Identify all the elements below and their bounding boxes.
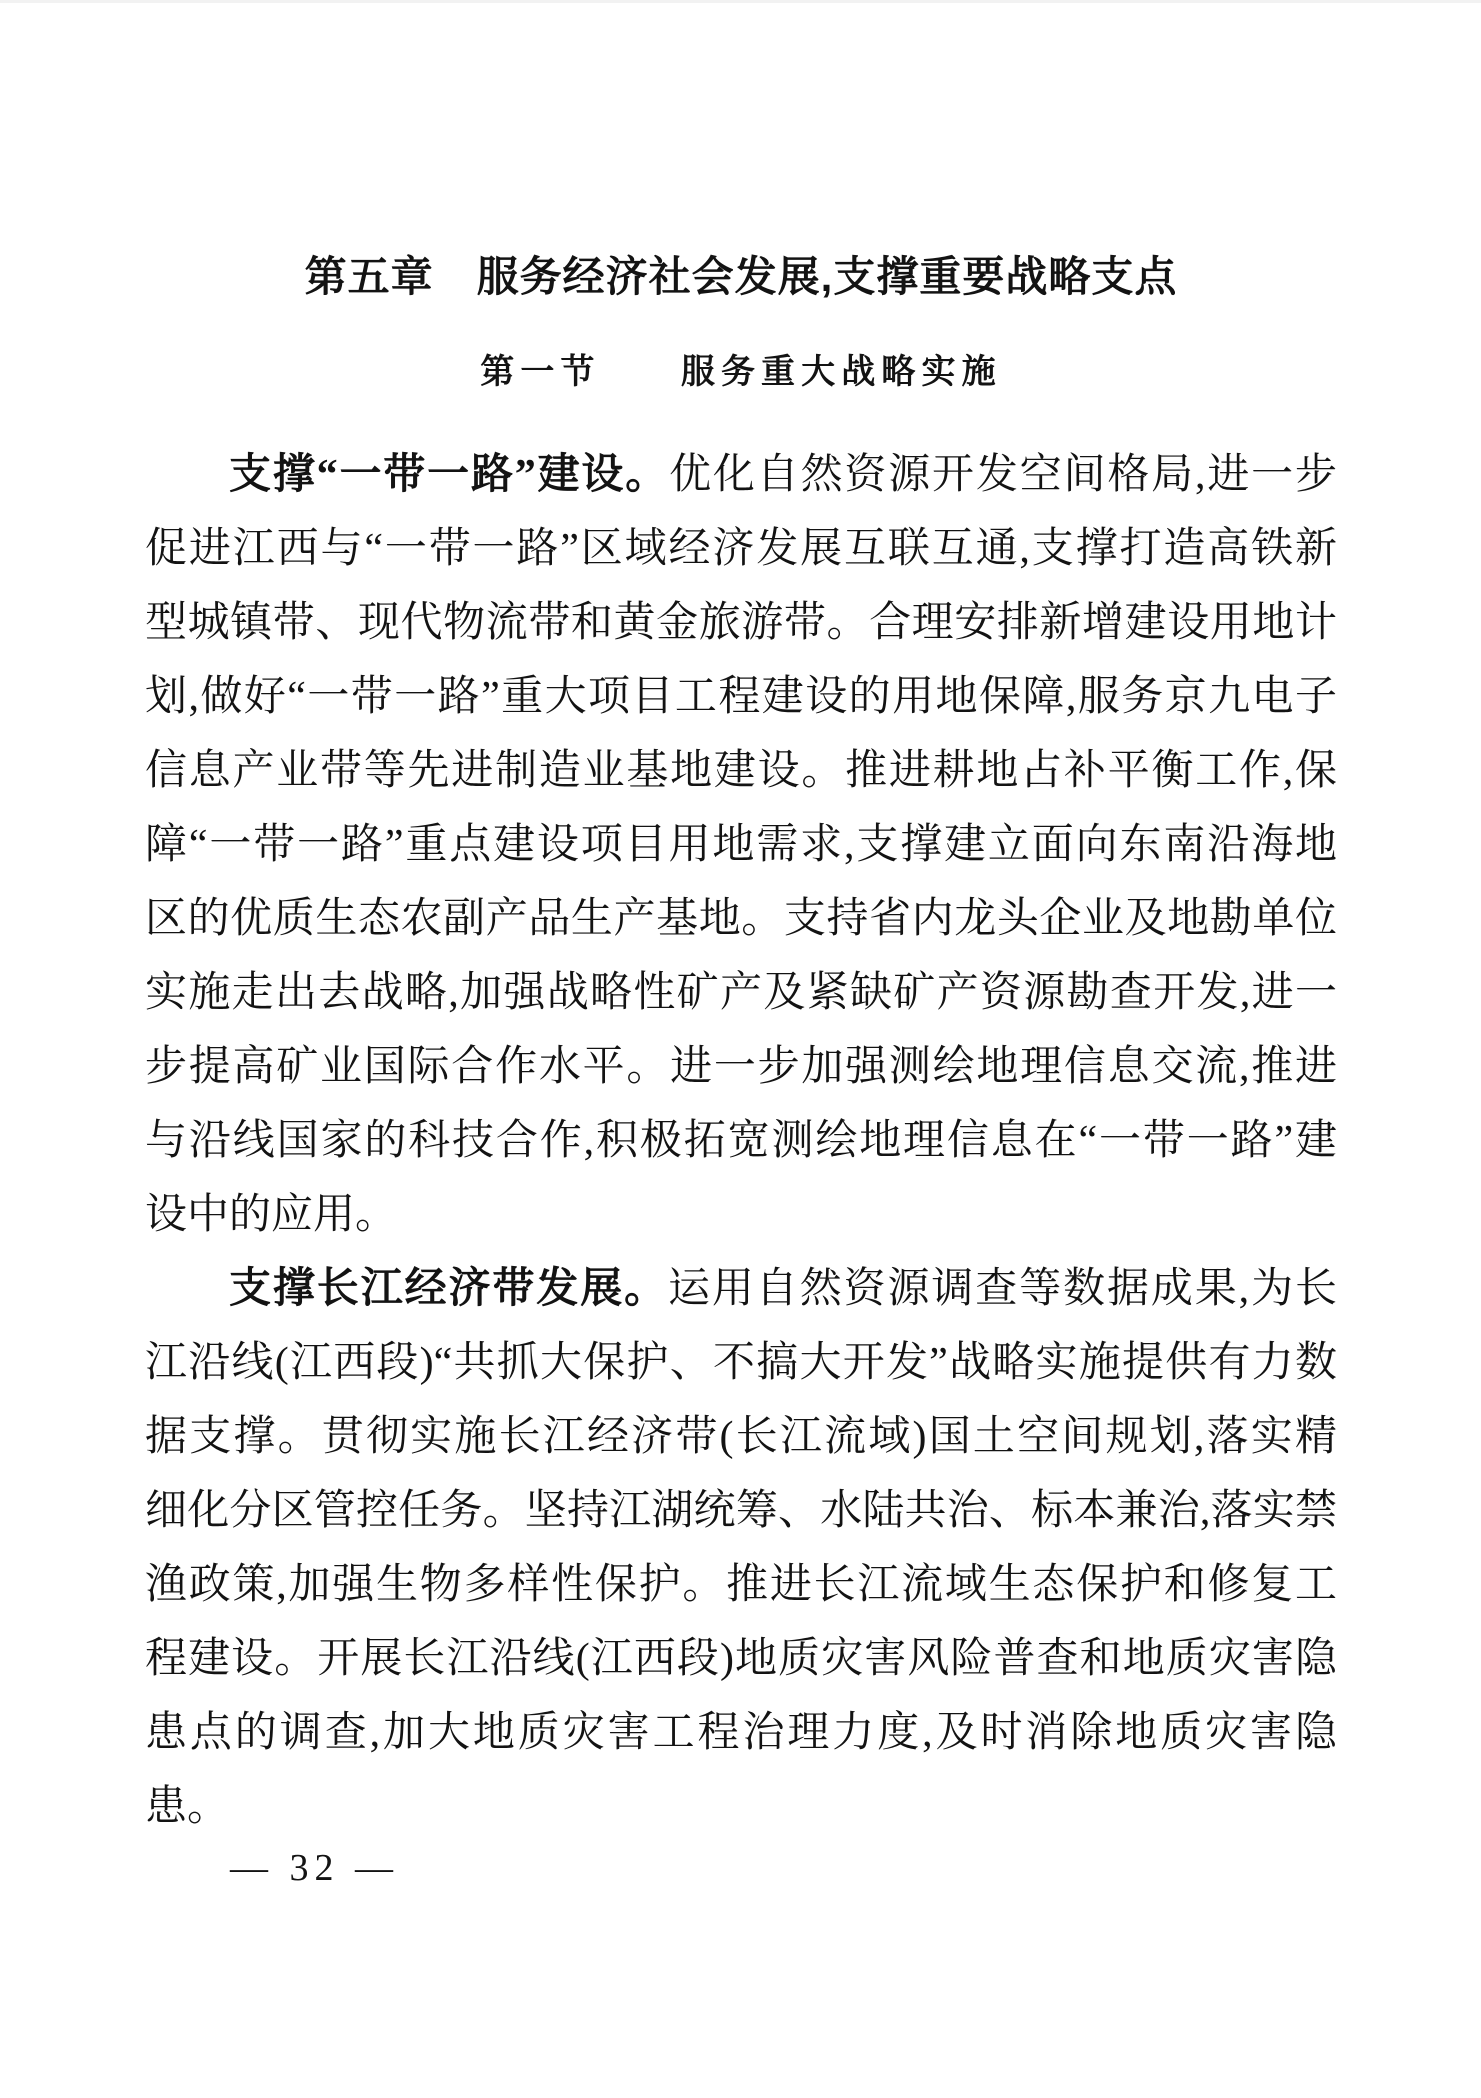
page-number: — 32 — <box>230 1847 399 1889</box>
paragraph-text: 患点的调查,加大地质灾害工程治理力度,及时消除地质灾害隐 <box>145 1710 1337 1756</box>
body-text <box>145 438 1337 1844</box>
body-line <box>145 512 1337 586</box>
paragraph-text: 江沿线(江西段)“共抓大保护、不搞大开发”战略实施提供有力数 <box>145 1340 1337 1386</box>
paragraph-text: 据支撑。贯彻实施长江经济带(长江流域)国土空间规划,落实精 <box>145 1414 1337 1460</box>
body-line <box>145 1400 1337 1474</box>
body-line <box>145 1696 1337 1770</box>
paragraph-text: 障“一带一路”重点建设项目用地需求,支撑建立面向东南沿海地 <box>145 822 1337 868</box>
body-line <box>145 1326 1337 1400</box>
paragraph-lead-2: 支撑长江经济带发展。 <box>229 1266 668 1312</box>
paragraph-text: 细化分区管控任务。坚持江湖统筹、水陆共治、标本兼治,落实禁 <box>145 1488 1337 1534</box>
paragraph-text: 实施走出去战略,加强战略性矿产及紧缺矿产资源勘查开发,进一 <box>145 970 1337 1016</box>
body-line <box>145 1104 1337 1178</box>
body-line <box>145 1030 1337 1104</box>
paragraph-lead-1: 支撑“一带一路”建设。 <box>229 452 670 498</box>
scan-edge <box>0 0 1481 3</box>
paragraph-text: 程建设。开展长江沿线(江西段)地质灾害风险普查和地质灾害隐 <box>145 1636 1337 1682</box>
body-line <box>145 734 1337 808</box>
paragraph-text: 优化自然资源开发空间格局,进一步 <box>669 452 1337 498</box>
paragraph-text: 患。 <box>145 1784 230 1830</box>
paragraph-text: 型城镇带、现代物流带和黄金旅游带。合理安排新增建设用地计 <box>145 600 1337 646</box>
body-line <box>145 438 1337 512</box>
body-line <box>145 1622 1337 1696</box>
paragraph-text: 区的优质生态农副产品生产基地。支持省内龙头企业及地勘单位 <box>145 896 1337 942</box>
paragraph-text: 信息产业带等先进制造业基地建设。推进耕地占补平衡工作,保 <box>145 748 1337 794</box>
paragraph-text: 设中的应用。 <box>145 1192 398 1238</box>
body-line <box>145 660 1337 734</box>
body-line <box>145 882 1337 956</box>
body-line <box>145 1178 1337 1252</box>
chapter-title: 第五章 服务经济社会发展,支撑重要战略支点 <box>304 253 1178 300</box>
paragraph-text: 促进江西与“一带一路”区域经济发展互联互通,支撑打造高铁新 <box>145 526 1337 572</box>
paragraph-text: 与沿线国家的科技合作,积极拓宽测绘地理信息在“一带一路”建 <box>145 1118 1337 1164</box>
body-line <box>145 1770 1337 1844</box>
body-line <box>145 1252 1337 1326</box>
paragraph-text: 划,做好“一带一路”重大项目工程建设的用地保障,服务京九电子 <box>145 674 1337 720</box>
body-line <box>145 808 1337 882</box>
section-title: 第一节 服务重大战略实施 <box>480 354 1002 391</box>
paragraph-text: 步提高矿业国际合作水平。进一步加强测绘地理信息交流,推进 <box>145 1044 1337 1090</box>
paragraph-text: 渔政策,加强生物多样性保护。推进长江流域生态保护和修复工 <box>145 1562 1337 1608</box>
body-line <box>145 586 1337 660</box>
body-line <box>145 1548 1337 1622</box>
body-line <box>145 956 1337 1030</box>
body-line <box>145 1474 1337 1548</box>
paragraph-text: 运用自然资源调查等数据成果,为长 <box>668 1266 1337 1312</box>
